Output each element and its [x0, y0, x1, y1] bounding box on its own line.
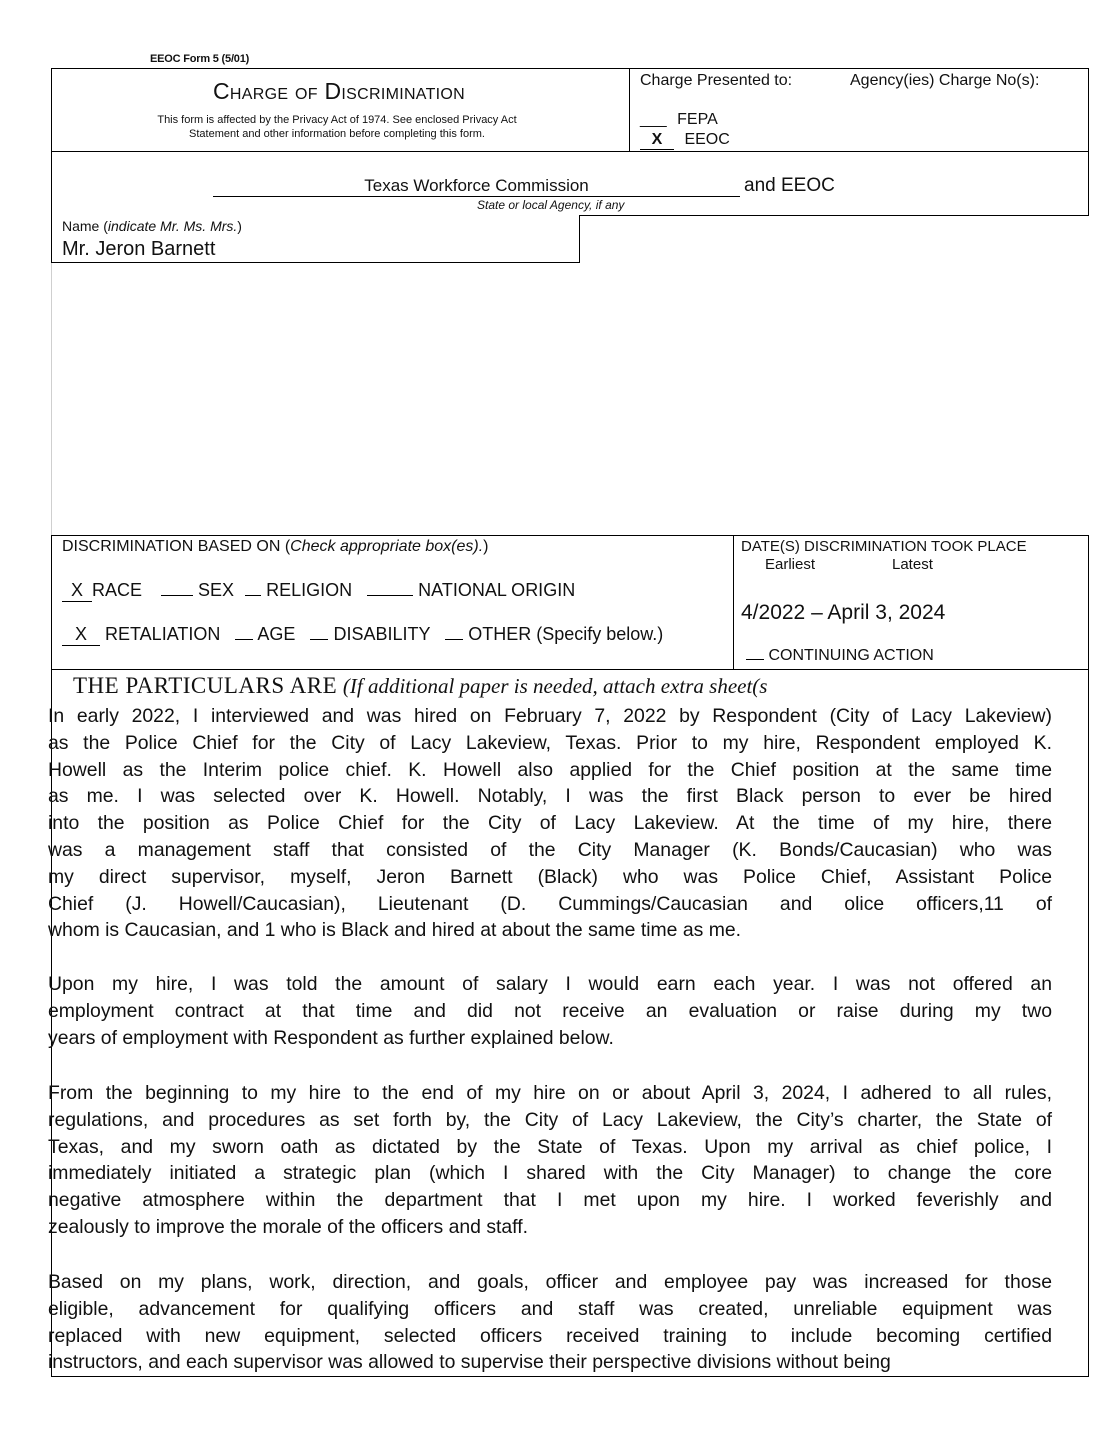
earliest-label: Earliest [765, 556, 816, 573]
text-line: replaced with new equipment, selected officers received training to include becoming certified [48, 1324, 1052, 1347]
text-line: Chief (J. Howell/Caucasian), Lieutenant (D. Cummings/Caucasian and olice officers,11 of [48, 892, 1052, 915]
text-line: In early 2022, I interviewed and was hired on February 7, 2022 by Respondent (City of Lacy Lakeview) [48, 705, 1052, 727]
header-right-border [1088, 68, 1089, 216]
text-line: Upon my hire, I was told the amount of salary I would earn each year. I was not offered an [48, 973, 1052, 995]
form-number: EEOC Form 5 (5/01) [150, 53, 250, 65]
text-line: From the beginning to my hire to the end of my hire on or about April 3, 2024, I adhered to all rules, [48, 1082, 1052, 1104]
header-divider [629, 68, 630, 152]
privacy-line-1: This form is affected by the Privacy Act of 1974. See enclosed Privacy Act [157, 114, 517, 126]
latest-label: Latest [892, 556, 933, 573]
dates-heading: DATE(S) DISCRIMINATION TOOK PLACE [741, 538, 1027, 555]
privacy-line-2: Statement and other information before completing this form. [189, 128, 485, 140]
name-left-border [51, 216, 52, 263]
retaliation-checkbox[interactable] [62, 624, 220, 644]
form-title: Charge of Discrimination [212, 78, 466, 104]
state-agency-value: Texas Workforce Commission [364, 176, 589, 195]
text-line: into the position as Police Chief for the City of Lacy Lakeview. At the time of my hire, there [48, 812, 1052, 835]
text-line: eligible, advancement for qualifying officers and staff was created, unreliable equipment was [48, 1297, 1052, 1320]
privacy-notice [100, 113, 574, 141]
text-line: zealously to improve the morale of the officers and staff. [48, 1215, 528, 1238]
eeoc-mark: X [640, 131, 674, 150]
text-line: as the Police Chief for the City of Lacy Lakeview, Texas. Prior to my hire, Respondent employed K. [48, 731, 1052, 754]
blank-area-edge [51, 263, 52, 535]
continuing-action-checkbox[interactable] [746, 647, 934, 665]
name-label: Name (indicate Mr. Ms. Mrs.) [62, 218, 242, 234]
date-range[interactable]: 4/2022 – April 3, 2024 [741, 601, 946, 624]
and-eeoc-text: and EEOC [744, 175, 835, 196]
fepa-label: FEPA [677, 111, 718, 128]
retaliation-label: RETALIATION [105, 624, 221, 644]
name-right-border [579, 216, 580, 263]
header-middle-border [51, 151, 1089, 152]
fepa-checkbox[interactable] [640, 111, 718, 129]
eeoc-checkbox[interactable] [640, 131, 730, 150]
text-line: years of employment with Respondent as further explained below. [48, 1026, 614, 1049]
text-line: Texas, and my sworn oath as dictated by the State of Texas. Upon my arrival as chief police, I [48, 1135, 1052, 1158]
state-agency-field[interactable] [213, 176, 740, 197]
race-checkbox[interactable] [62, 580, 142, 600]
race-label: RACE [92, 580, 143, 600]
text-line: was a management staff that consisted of the City Manager (K. Bonds/Caucasian) who was [48, 838, 1052, 861]
national-origin-checkbox[interactable] [367, 580, 575, 600]
sex-checkbox[interactable] [161, 580, 234, 600]
name-bottom-border [51, 262, 580, 263]
continuing-action-label: CONTINUING ACTION [768, 647, 934, 664]
text-line: employment contract at that time and did not receive an evaluation or raise during my two [48, 999, 1052, 1022]
text-line: Howell as the Interim police chief. K. Howell also applied for the Chief position at the same time [48, 758, 1052, 781]
other-label: OTHER (Specify below.) [468, 624, 664, 644]
header-top-border [51, 68, 1089, 69]
religion-checkbox[interactable] [245, 580, 352, 600]
basis-divider [733, 535, 734, 670]
basis-heading: DISCRIMINATION BASED ON (Check appropriate box(es).) [62, 538, 489, 555]
retaliation-mark: X [62, 624, 100, 646]
particulars-paragraph-1 [48, 703, 1052, 944]
age-checkbox[interactable] [235, 624, 295, 644]
basis-row-2 [62, 624, 663, 646]
text-line: regulations, and procedures as set forth by, the City of Lacy Lakeview, the City’s charter, the State of [48, 1108, 1052, 1131]
text-line: immediately initiated a strategic plan (which I shared with the City Manager) to change the core [48, 1162, 1052, 1185]
particulars-paragraph-4 [48, 1269, 1052, 1376]
particulars-heading: THE PARTICULARS ARE (If additional paper is needed, attach extra sheet(s [73, 673, 768, 698]
other-checkbox[interactable] [445, 624, 663, 644]
religion-label: RELIGION [266, 580, 353, 600]
disability-checkbox[interactable] [310, 624, 430, 644]
text-line: negative atmosphere within the department that I met upon my hire. I worked feverishly and [48, 1189, 1052, 1212]
text-line: my direct supervisor, myself, Jeron Barnett (Black) who was Police Chief, Assistant Police [48, 865, 1052, 888]
particulars-paragraph-3 [48, 1080, 1052, 1241]
text-line: Based on my plans, work, direction, and goals, officer and employee pay was increased for those [48, 1271, 1052, 1293]
race-mark: X [62, 580, 92, 602]
particulars-paragraph-2 [48, 971, 1052, 1051]
basis-row-1 [62, 580, 575, 602]
presented-to-label: Charge Presented to: [640, 72, 793, 89]
body-right-border [1088, 535, 1089, 1377]
state-agency-caption: State or local Agency, if any [477, 198, 625, 212]
text-line: as me. I was selected over K. Howell. Notably, I was the first Black person to ever be hired [48, 785, 1052, 808]
basis-top-border [51, 535, 1089, 536]
fepa-mark: ___ [640, 111, 667, 128]
text-line: whom is Caucasian, and 1 who is Black and hired at about the same time as me. [48, 919, 742, 942]
agency-charge-label: Agency(ies) Charge No(s): [850, 72, 1040, 89]
name-value[interactable]: Mr. Jeron Barnett [62, 238, 216, 260]
sex-label: SEX [198, 580, 235, 600]
agency-bottom-border [579, 215, 1089, 216]
eeoc-label: EEOC [684, 131, 730, 148]
text-line: instructors, and each supervisor was allowed to supervise their perspective divisions without being [48, 1351, 891, 1374]
age-label: AGE [257, 624, 296, 644]
disability-label: DISABILITY [333, 624, 431, 644]
national-origin-label: NATIONAL ORIGIN [418, 580, 576, 600]
body-left-border [51, 535, 52, 1377]
basis-bottom-border [51, 669, 1089, 670]
